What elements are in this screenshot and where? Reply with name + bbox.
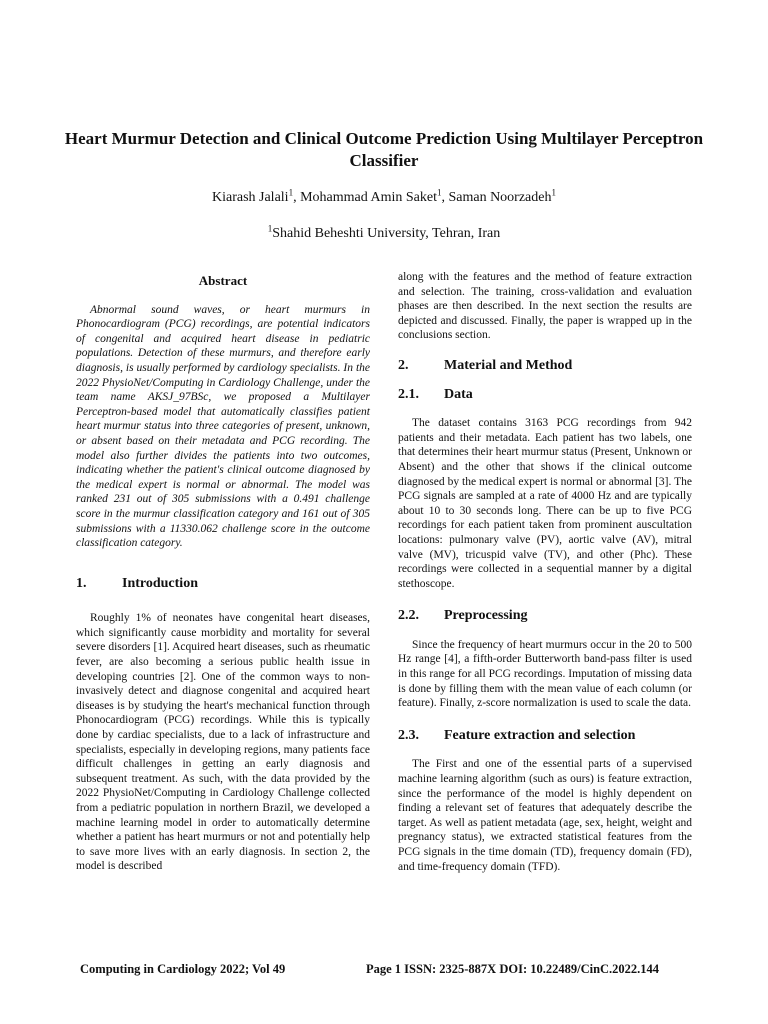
feature-extraction-text: The First and one of the essential parts of a supervised machine learning algorithm (such as ours) is feature extraction, since the performance of the model is highly dependent on finding a relevant set of features that adequately describe the target. As well as patient metadata (age, sex, height, weight and pregnancy status), we extracted statistical features from the PCG signals in the time domain (TD), frequency domain (FD), and time-frequency domain (TFD).: [398, 758, 692, 873]
footer-journal: Computing in Cardiology 2022; Vol 49: [80, 962, 286, 976]
author: Saman Noorzadeh$^1$: [448, 187, 556, 205]
section-heading-preprocessing: 2.2. Preprocessing: [398, 608, 528, 624]
footer-page-doi: Page 1 ISSN: 2325-887X DOI: 10.22489/CinC.2022.144: [366, 962, 660, 976]
left-column: [76, 270, 370, 874]
affiliation: $^1$Shahid Beheshti University, Tehran, Iran: [267, 223, 501, 241]
section-heading-data: 2.1. Data: [398, 386, 473, 402]
abstract-text: Abnormal sound waves, or heart murmurs in Phonocardiogram (PCG) recordings, are potential indicators of congenital and acquired heart disease in pediatric populations. Detection of these murmurs, and therefore early diagnosis, is usually performed by cardiology specialists. In the 2022 PhysioNet/Computing in Cardiology Challenge, under the team name AKSJ_97BSc, we proposed a Multilayer Perceptron-based model that automatically classifies patient heart murmur status into three categories of present, unknown, or absent based on their metadata and PCG recording. The model also further divides the patients into two outcomes, indicating whether the patient's clinical outcome diagnosed by the medical expert is normal or abnormal. The model was ranked 231 out of 305 submissions with a 0.491 challenge score in the murmur classification category and 161 out of 305 submissions with a 11330.062 challenge score in the outcome classification category.: [76, 303, 370, 550]
author: Kiarash Jalali$^1$,: [211, 187, 301, 205]
author-list: [60, 188, 708, 208]
paper-title: Heart Murmur Detection and Clinical Outcome Prediction Using Multilayer Perceptron Classifier: [64, 129, 704, 170]
author: Mohammad Amin Saket$^1$,: [300, 187, 449, 205]
section-heading-introduction: 1. Introduction: [76, 575, 198, 591]
abstract-heading: Abstract: [198, 273, 248, 288]
section-heading-feature-extraction: 2.3. Feature extraction and selection: [398, 727, 636, 743]
data-text: The dataset contains 3163 PCG recordings from 942 patients and their metadata. Each patient has two labels, one that determines their heart murmur status (Present, Unknown or Absent) and the other that shows if the clinical outcome diagnosed by the medical expert is normal or abnormal [3]. The PCG signals are sampled at a rate of 4000 Hz and are typically about 10 to 30 seconds long. There can be up to five PCG recordings for each patient taken from prominent auscultation locations: pulmonary valve (PV), aortic valve (AV), mitral valve (MV), tricuspid valve (TV), and other (Phc). These recordings were collected in a sequential manner by a digital stethoscope.: [398, 417, 692, 590]
introduction-continued-text: along with the features and the method of feature extraction and selection. The training, cross-validation and evaluation phases are then described. In the next section the results are depicted and discussed. Finally, the paper is wrapped up in the conclusions section.: [398, 271, 692, 342]
section-heading-material-method: 2. Material and Method: [398, 357, 573, 373]
preprocessing-text: Since the frequency of heart murmurs occur in the 20 to 500 Hz range [4], a fifth-order Butterworth band-pass filter is used in this range for all PCG recordings. Imputation of missing data is done by filling them with the mean value of each column (or feature). Finally, z-score normalization is used to scale the data.: [398, 638, 692, 710]
introduction-text: Roughly 1% of neonates have congenital heart diseases, which significantly cause morbidity and mortality for several severe disorders [1]. Acquired heart diseases, such as rheumatic fever, are also becoming a serious public health issue in developing countries [2]. One of the common ways to non-invasively detect and diagnose congenital and acquired heart diseases is by studying the heart's mechanical function through Phonocardiogram (PCG) recordings. While this is typically done by cardiac specialists, due to a lack of infrastructure and specialists, especially in developing regions, many patients face difficult challenges in getting an early diagnosis and subsequent treatment. As such, with the data provided by the 2022 PhysioNet/Computing in Cardiology Challenge collected from a pediatric population in northern Brazil, we developed a machine learning model in order to automatically determine whether a patient has heart murmurs or not and potentially help to save more lives with an early diagnosis. In section 2, the model is described: [76, 612, 370, 873]
right-column: [398, 270, 692, 874]
